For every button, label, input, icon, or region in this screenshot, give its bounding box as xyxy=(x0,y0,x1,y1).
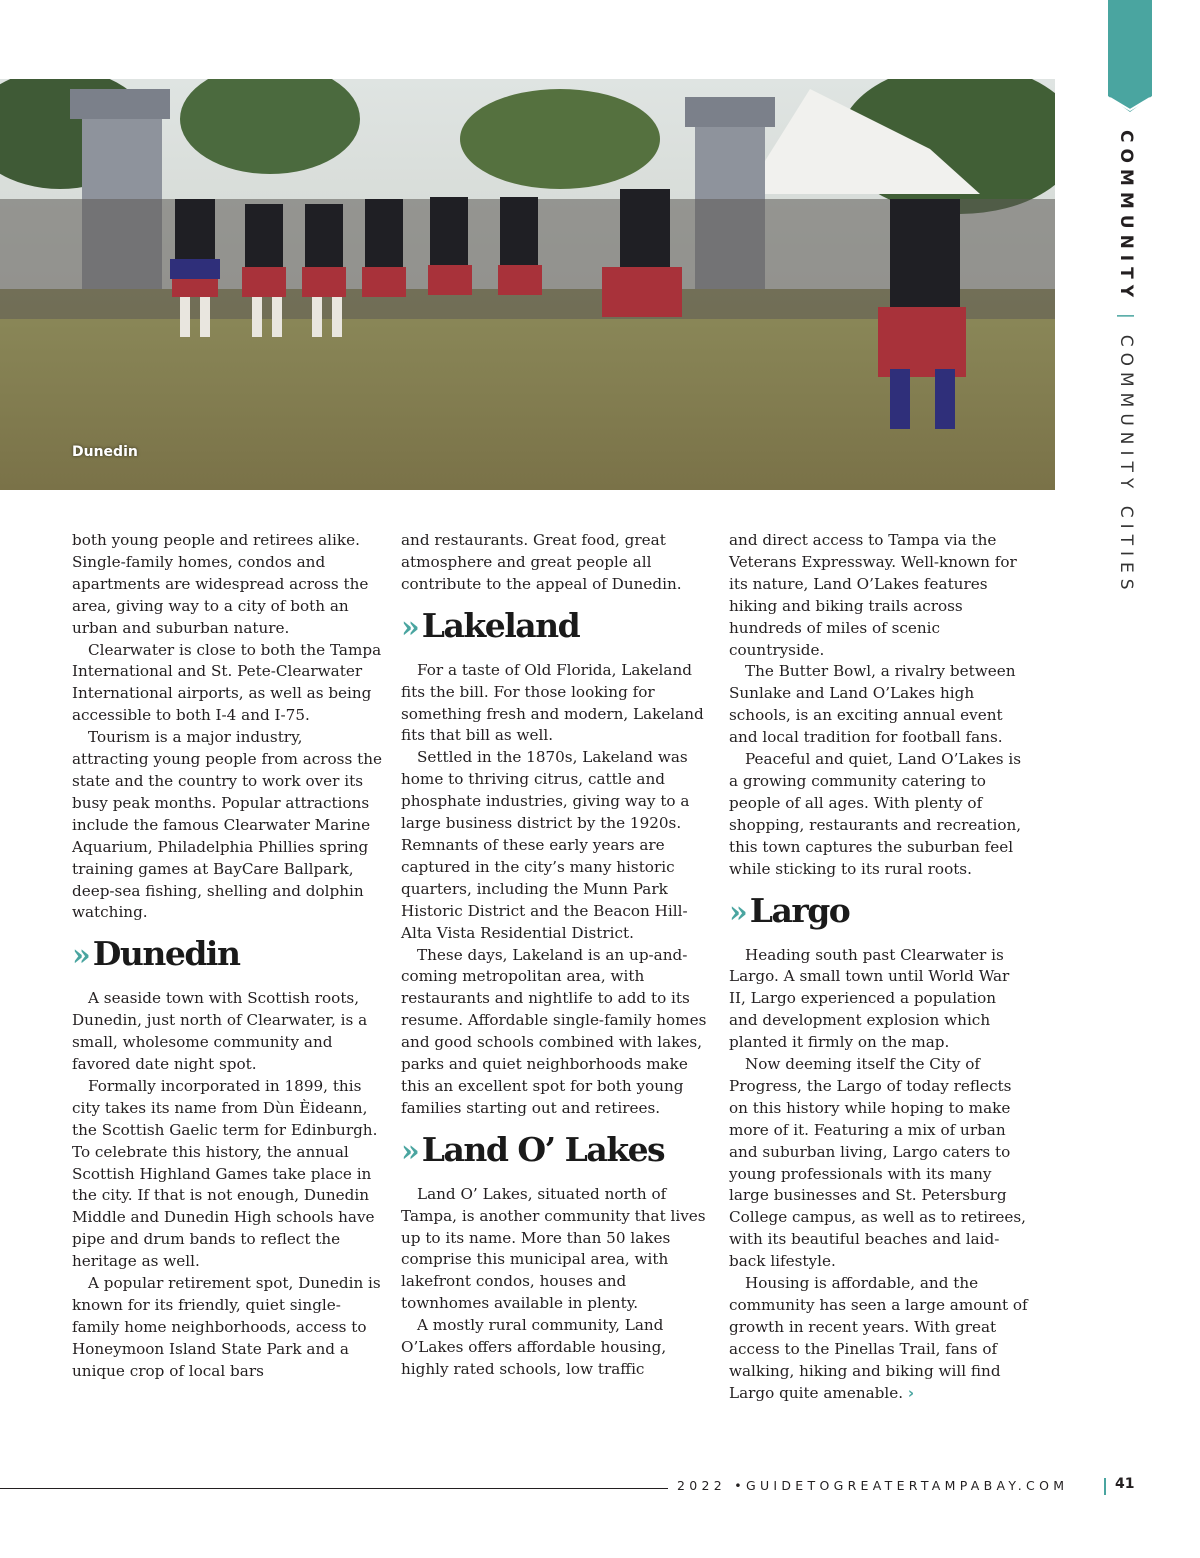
paragraph: A mostly rural community, Land O’Lakes offers affordable housing, highly rated schools, low traffic xyxy=(401,1316,667,1378)
paragraph: Tourism is a major industry, attracting young people from across the state and the country to work over its busy peak months. Popular attractions include the famous Clearwater Marine Aquarium, Philadelphia Phillies spring training games at BayCare Ballpark, deep-sea fishing, shelling and dolphin watching. xyxy=(72,728,382,922)
heading-marker-icon: » xyxy=(401,1133,420,1169)
paragraph: For a taste of Old Florida, Lakeland fits the bill. For those looking for something fresh and modern, Lakeland fits that bill as well. xyxy=(401,660,704,745)
paragraph: Land O’ Lakes, situated north of Tampa, is another community that lives up to its name. More than 50 lakes comprise this municipal area, with lakefront condos, houses and townhomes available in plenty. xyxy=(401,1184,706,1313)
end-of-article-icon: › xyxy=(907,1383,915,1402)
heading-lakeland xyxy=(401,604,711,650)
section-label-bold: COMMUNITY xyxy=(1116,130,1136,304)
paragraph: Formally incorporated in 1899, this city takes its name from Dùn Èideann, the Scottish Gaelic term for Edinburgh. To celebrate this history, the annual Scottish Highland Games take place in the city. If that is not enough, Dunedin Middle and Dunedin High schools have pipe and drum bands to reflect the heritage as well. xyxy=(72,1076,378,1271)
heading-land-o-lakes xyxy=(401,1128,711,1174)
heading-dunedin xyxy=(72,932,382,978)
heading-text: Land O’ Lakes xyxy=(421,1129,665,1169)
section-label-separator: | xyxy=(1116,313,1136,325)
paragraph-text: Housing is affordable, and the community has seen a large amount of growth in recent years. With great access to the Pinellas Trail, fans of walking, hiking and biking will find Largo quite amenable. xyxy=(729,1274,1028,1402)
article-column-3 xyxy=(729,530,1029,1405)
section-tab xyxy=(1108,0,1152,112)
paragraph: Peaceful and quiet, Land O’Lakes is a growing community catering to people of all ages. With plenty of shopping, restaurants and recreation, this town captures the suburban feel while sticking to its rural roots. xyxy=(729,750,1022,878)
paragraph: and direct access to Tampa via the Veterans Expressway. Well-known for its nature, Land O’Lakes features hiking and biking trails across hundreds of miles of scenic countryside. xyxy=(729,531,1017,659)
footer-text: 2022 •GUIDETOGREATERTAMPABAY.COM xyxy=(677,1478,1069,1493)
paragraph: These days, Lakeland is an up-and-coming metropolitan area, with restaurants and nightlife to add to its resume. Affordable single-family homes and good schools combined with lakes, parks and quiet neighborhoods make this an excellent spot for both young families starting out and retirees. xyxy=(401,945,707,1117)
footer-separator xyxy=(1104,1478,1106,1495)
article-column-2 xyxy=(401,530,711,1381)
photo-caption: Dunedin xyxy=(72,444,138,460)
photo-pipe-band-parade-icon xyxy=(0,79,1055,490)
heading-marker-icon: » xyxy=(401,609,420,645)
paragraph: Settled in the 1870s, Lakeland was home to thriving citrus, cattle and phosphate industries, giving way to a large business district by the 1920s. Remnants of these early years are captured in the city’s many historic quarters, including the Munn Park Historic District and the Beacon Hill-Alta Vista Residential District. xyxy=(401,748,690,942)
section-label-light: COMMUNITY CITIES xyxy=(1116,334,1136,596)
page-number: 41 xyxy=(1115,1476,1135,1492)
paragraph xyxy=(729,1273,1029,1404)
section-label xyxy=(1116,130,1136,596)
heading-marker-icon: » xyxy=(729,894,748,930)
heading-text: Lakeland xyxy=(421,605,580,645)
hero-photo xyxy=(0,79,1055,490)
heading-largo xyxy=(729,889,1029,935)
paragraph: Now deeming itself the City of Progress, the Largo of today reflects on this history while hoping to make more of it. Featuring a mix of urban and suburban living, Largo caters to young professionals with its many large businesses and St. Petersburg College campus, as well as to retirees, with its beautiful beaches and laid-back lifestyle. xyxy=(729,1055,1026,1271)
paragraph: A popular retirement spot, Dunedin is known for its friendly, quiet single-family home neighborhoods, access to Honeymoon Island State Park and a unique crop of local bars xyxy=(72,1274,381,1380)
paragraph: Clearwater is close to both the Tampa International and St. Pete-Clearwater International airports, as well as being accessible to both I-4 and I-75. xyxy=(72,640,382,725)
paragraph: Heading south past Clearwater is Largo. A small town until World War II, Largo experienced a population and development explosion which planted it firmly on the map. xyxy=(729,945,1010,1052)
paragraph: both young people and retirees alike. Single-family homes, condos and apartments are widespread across the area, giving way to a city of both an urban and suburban nature. xyxy=(72,531,369,637)
heading-text: Largo xyxy=(749,890,850,930)
footer-rule xyxy=(0,1488,668,1489)
heading-marker-icon: » xyxy=(72,938,91,974)
paragraph: The Butter Bowl, a rivalry between Sunlake and Land O’Lakes high schools, is an exciting annual event and local tradition for football fans. xyxy=(729,662,1016,747)
paragraph: A seaside town with Scottish roots, Dunedin, just north of Clearwater, is a small, wholesome community and favored date night spot. xyxy=(72,989,368,1074)
heading-text: Dunedin xyxy=(92,934,240,974)
article-column-1 xyxy=(72,530,382,1383)
paragraph: and restaurants. Great food, great atmosphere and great people all contribute to the appeal of Dunedin. xyxy=(401,531,682,593)
